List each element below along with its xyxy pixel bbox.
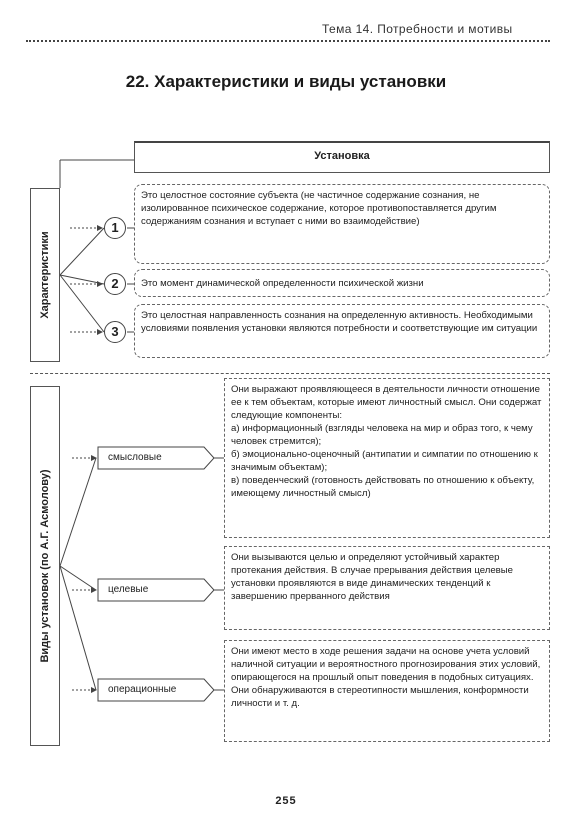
type-tag-operational: операционные — [108, 684, 177, 695]
concept-label: Установка — [314, 150, 370, 162]
concept-box — [134, 141, 550, 173]
types-label-box — [30, 386, 60, 746]
type-semantic-component-b: б) эмоционально-оценочный (антипатии и симпатии по отношению к значимым объектам); — [231, 449, 538, 473]
type-semantic-box — [224, 378, 550, 538]
type-semantic-text: Они выражают проявляющееся в деятельности личности отношение ее к тем объектам, которые имеют личностный смысл. Они содержат следующие компоненты: — [231, 384, 542, 421]
type-semantic-component-a: а) информационный (взгляды человека на мир и образ того, к чему человек стремится); — [231, 423, 533, 447]
page-title: 22. Характеристики и виды установки — [125, 72, 447, 91]
characteristic-2-box: Это момент динамической определенности психической жизни — [134, 269, 550, 297]
type-tag-semantic: смысловые — [108, 452, 162, 463]
type-operational-box: Они имеют место в ходе решения задачи на основе учета условий наличной ситуации и вероятностного прогнозирования этих условий, опирающегося на прошлый опыт поведения в подобных ситуациях. Они обнаруживаются в стереотипности мышления, конформности личности и т. д. — [224, 640, 550, 742]
section-separator — [30, 373, 550, 374]
characteristic-1-box: Это целостное состояние субъекта (не частичное содержание сознания, не изолированное психическое содержание, которое противопоставляется другим содержаниям сознания и вступает с ними во взаимодействие) — [134, 184, 550, 264]
running-header: Тема 14. Потребности и мотивы — [322, 22, 513, 36]
type-semantic-component-c: в) поведенческий (готовность действовать по отношению к объекту, имеющему личностный смысл) — [231, 475, 535, 499]
characteristic-number-2: 2 — [104, 273, 126, 295]
type-target-box: Они вызываются целью и определяют устойчивый характер протекания действия. В случае прерывания действия целевые установки проявляются в виде динамических тенденций к завершению прерванного действия — [224, 546, 550, 630]
characteristics-label-box — [30, 188, 60, 362]
characteristic-3-box: Это целостная направленность сознания на определенную активность. Необходимыми условиями появления установки являются потребности и соответствующие им ситуации — [134, 304, 550, 358]
page-number: 255 — [275, 795, 297, 807]
characteristics-label: Характеристики — [39, 231, 51, 319]
type-tag-target: целевые — [108, 584, 149, 595]
types-label: Виды установок (по А.Г. Асмолову) — [39, 469, 51, 663]
characteristic-number-1: 1 — [104, 217, 126, 239]
characteristic-number-3: 3 — [104, 321, 126, 343]
